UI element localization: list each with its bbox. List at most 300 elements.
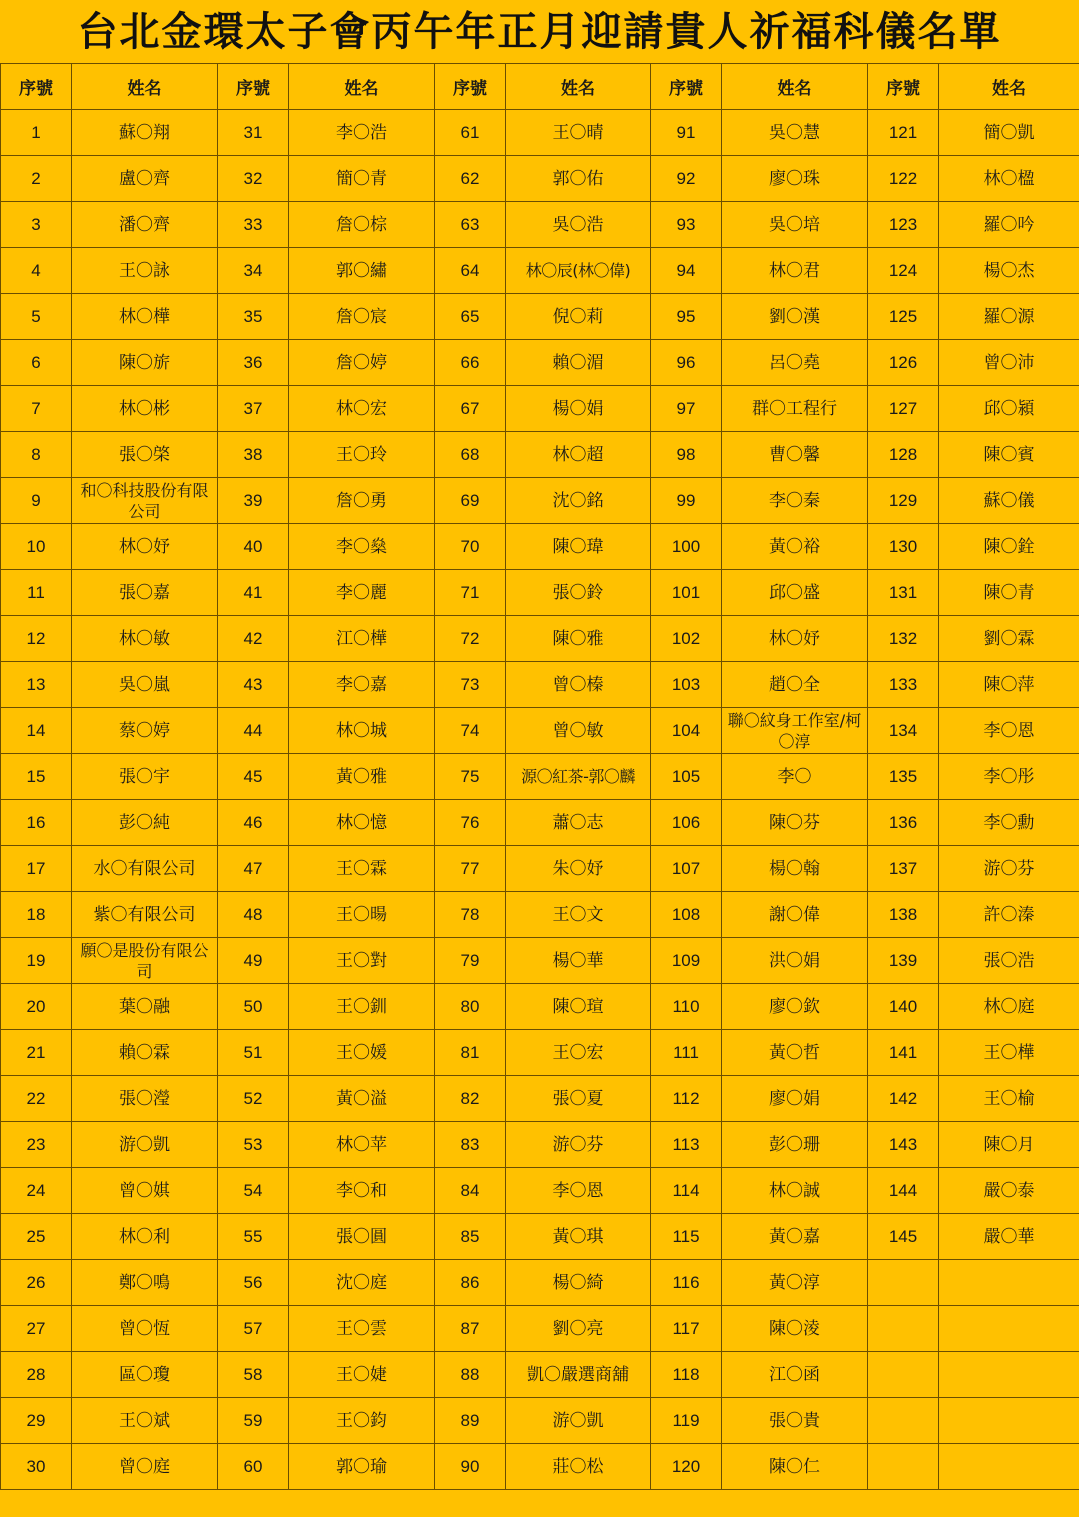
seq-cell: 115 <box>651 1214 722 1260</box>
table-row <box>1 754 1079 800</box>
name-cell: 陳〇萍 <box>939 662 1079 708</box>
seq-cell: 20 <box>1 984 72 1030</box>
name-cell: 吳〇浩 <box>506 202 651 248</box>
seq-cell: 70 <box>435 524 506 570</box>
seq-cell: 126 <box>868 340 939 386</box>
name-cell: 曾〇恆 <box>72 1306 218 1352</box>
seq-cell: 37 <box>218 386 289 432</box>
name-cell: 曹〇馨 <box>722 432 868 478</box>
name-cell: 林〇宏 <box>289 386 435 432</box>
table-row <box>1 248 1079 294</box>
name-cell <box>939 1260 1079 1306</box>
name-cell <box>939 1444 1079 1490</box>
seq-cell: 117 <box>651 1306 722 1352</box>
seq-cell: 38 <box>218 432 289 478</box>
seq-cell: 7 <box>1 386 72 432</box>
name-cell: 邱〇潁 <box>939 386 1079 432</box>
seq-cell: 124 <box>868 248 939 294</box>
name-cell: 倪〇莉 <box>506 294 651 340</box>
seq-cell: 96 <box>651 340 722 386</box>
seq-cell: 108 <box>651 892 722 938</box>
seq-cell: 41 <box>218 570 289 616</box>
seq-cell: 51 <box>218 1030 289 1076</box>
seq-cell: 120 <box>651 1444 722 1490</box>
seq-cell: 128 <box>868 432 939 478</box>
seq-cell: 47 <box>218 846 289 892</box>
table-row <box>1 1122 1079 1168</box>
seq-cell: 109 <box>651 938 722 984</box>
seq-cell <box>868 1352 939 1398</box>
name-cell: 王〇霖 <box>289 846 435 892</box>
seq-cell: 62 <box>435 156 506 202</box>
seq-cell: 105 <box>651 754 722 800</box>
seq-cell: 67 <box>435 386 506 432</box>
name-cell: 和〇科技股份有限公司 <box>72 478 218 524</box>
seq-cell: 89 <box>435 1398 506 1444</box>
name-cell: 鄭〇鳴 <box>72 1260 218 1306</box>
name-cell: 沈〇庭 <box>289 1260 435 1306</box>
table-row <box>1 1168 1079 1214</box>
seq-cell: 135 <box>868 754 939 800</box>
seq-cell: 143 <box>868 1122 939 1168</box>
table-row <box>1 294 1079 340</box>
name-cell: 林〇楹 <box>939 156 1079 202</box>
name-cell: 蘇〇翔 <box>72 110 218 156</box>
name-cell: 願〇是股份有限公司 <box>72 938 218 984</box>
header-name: 姓名 <box>72 64 218 110</box>
table-row <box>1 662 1079 708</box>
seq-cell: 104 <box>651 708 722 754</box>
seq-cell: 2 <box>1 156 72 202</box>
name-cell: 林〇君 <box>722 248 868 294</box>
table-row <box>1 616 1079 662</box>
name-cell: 張〇宇 <box>72 754 218 800</box>
table-row <box>1 156 1079 202</box>
seq-cell: 79 <box>435 938 506 984</box>
name-cell: 洪〇娟 <box>722 938 868 984</box>
seq-cell: 94 <box>651 248 722 294</box>
name-cell: 王〇詠 <box>72 248 218 294</box>
name-cell: 李〇麗 <box>289 570 435 616</box>
name-cell: 游〇凱 <box>72 1122 218 1168</box>
header-seq: 序號 <box>218 64 289 110</box>
name-cell: 邱〇盛 <box>722 570 868 616</box>
name-cell: 林〇苹 <box>289 1122 435 1168</box>
seq-cell: 101 <box>651 570 722 616</box>
name-cell: 王〇鈞 <box>289 1398 435 1444</box>
seq-cell: 137 <box>868 846 939 892</box>
name-cell: 趙〇全 <box>722 662 868 708</box>
seq-cell: 15 <box>1 754 72 800</box>
seq-cell <box>868 1398 939 1444</box>
name-cell: 陳〇旂 <box>72 340 218 386</box>
name-cell: 廖〇珠 <box>722 156 868 202</box>
header-name: 姓名 <box>722 64 868 110</box>
name-cell: 黃〇裕 <box>722 524 868 570</box>
seq-cell: 132 <box>868 616 939 662</box>
name-cell: 簡〇凱 <box>939 110 1079 156</box>
name-cell: 黃〇琪 <box>506 1214 651 1260</box>
table-row <box>1 1260 1079 1306</box>
name-cell: 曾〇沛 <box>939 340 1079 386</box>
name-cell: 林〇彬 <box>72 386 218 432</box>
name-cell: 林〇城 <box>289 708 435 754</box>
name-cell: 陳〇芬 <box>722 800 868 846</box>
name-cell: 陳〇賓 <box>939 432 1079 478</box>
name-cell: 張〇貴 <box>722 1398 868 1444</box>
name-cell: 陳〇淩 <box>722 1306 868 1352</box>
name-cell: 廖〇娟 <box>722 1076 868 1122</box>
seq-cell: 19 <box>1 938 72 984</box>
name-cell: 王〇婕 <box>289 1352 435 1398</box>
seq-cell: 11 <box>1 570 72 616</box>
seq-cell: 28 <box>1 1352 72 1398</box>
seq-cell: 110 <box>651 984 722 1030</box>
name-cell: 嚴〇華 <box>939 1214 1079 1260</box>
seq-cell: 100 <box>651 524 722 570</box>
name-cell: 凱〇嚴選商舖 <box>506 1352 651 1398</box>
seq-cell: 95 <box>651 294 722 340</box>
name-cell: 王〇雲 <box>289 1306 435 1352</box>
name-cell: 曾〇庭 <box>72 1444 218 1490</box>
name-cell: 蔡〇婷 <box>72 708 218 754</box>
name-cell: 張〇鈴 <box>506 570 651 616</box>
name-cell: 曾〇敏 <box>506 708 651 754</box>
page-title: 台北金環太子會丙午年正月迎請貴人祈福科儀名單 <box>77 9 1002 55</box>
name-cell: 張〇棨 <box>72 432 218 478</box>
seq-cell: 25 <box>1 1214 72 1260</box>
seq-cell: 145 <box>868 1214 939 1260</box>
name-cell: 王〇媛 <box>289 1030 435 1076</box>
name-cell: 王〇樺 <box>939 1030 1079 1076</box>
table-row <box>1 524 1079 570</box>
seq-cell: 92 <box>651 156 722 202</box>
name-cell: 張〇圓 <box>289 1214 435 1260</box>
name-cell: 詹〇棕 <box>289 202 435 248</box>
name-cell: 劉〇漢 <box>722 294 868 340</box>
name-cell: 楊〇綺 <box>506 1260 651 1306</box>
name-cell: 陳〇雅 <box>506 616 651 662</box>
seq-cell: 106 <box>651 800 722 846</box>
name-cell: 林〇敏 <box>72 616 218 662</box>
name-cell: 黃〇溢 <box>289 1076 435 1122</box>
header-seq: 序號 <box>435 64 506 110</box>
seq-cell: 64 <box>435 248 506 294</box>
seq-cell: 140 <box>868 984 939 1030</box>
name-cell: 曾〇娸 <box>72 1168 218 1214</box>
table-row <box>1 892 1079 938</box>
name-cell: 黃〇哲 <box>722 1030 868 1076</box>
seq-cell: 46 <box>218 800 289 846</box>
seq-cell: 119 <box>651 1398 722 1444</box>
table-body <box>1 110 1079 1490</box>
table-row <box>1 386 1079 432</box>
seq-cell: 12 <box>1 616 72 662</box>
seq-cell: 72 <box>435 616 506 662</box>
seq-cell: 32 <box>218 156 289 202</box>
seq-cell: 66 <box>435 340 506 386</box>
name-cell: 黃〇嘉 <box>722 1214 868 1260</box>
name-cell: 吳〇慧 <box>722 110 868 156</box>
seq-cell: 85 <box>435 1214 506 1260</box>
name-cell: 區〇瓊 <box>72 1352 218 1398</box>
name-cell: 林〇超 <box>506 432 651 478</box>
seq-cell: 102 <box>651 616 722 662</box>
seq-cell: 33 <box>218 202 289 248</box>
seq-cell: 29 <box>1 1398 72 1444</box>
seq-cell: 14 <box>1 708 72 754</box>
seq-cell: 31 <box>218 110 289 156</box>
table-row <box>1 984 1079 1030</box>
name-cell: 彭〇珊 <box>722 1122 868 1168</box>
participant-table <box>0 63 1079 1490</box>
table-row <box>1 432 1079 478</box>
seq-cell: 50 <box>218 984 289 1030</box>
seq-cell: 61 <box>435 110 506 156</box>
seq-cell: 30 <box>1 1444 72 1490</box>
seq-cell: 129 <box>868 478 939 524</box>
seq-cell: 142 <box>868 1076 939 1122</box>
table-row <box>1 1030 1079 1076</box>
name-cell: 張〇浩 <box>939 938 1079 984</box>
name-cell: 黃〇淳 <box>722 1260 868 1306</box>
table-row <box>1 1352 1079 1398</box>
seq-cell: 80 <box>435 984 506 1030</box>
header-name: 姓名 <box>506 64 651 110</box>
name-cell: 嚴〇泰 <box>939 1168 1079 1214</box>
name-cell: 呂〇堯 <box>722 340 868 386</box>
table-row <box>1 570 1079 616</box>
seq-cell: 113 <box>651 1122 722 1168</box>
name-cell: 陳〇瑋 <box>506 524 651 570</box>
table-row <box>1 1398 1079 1444</box>
seq-cell: 18 <box>1 892 72 938</box>
name-cell: 李〇彤 <box>939 754 1079 800</box>
header-seq: 序號 <box>651 64 722 110</box>
seq-cell: 97 <box>651 386 722 432</box>
seq-cell: 22 <box>1 1076 72 1122</box>
seq-cell: 78 <box>435 892 506 938</box>
header-name: 姓名 <box>939 64 1079 110</box>
name-cell: 紫〇有限公司 <box>72 892 218 938</box>
name-cell: 林〇庭 <box>939 984 1079 1030</box>
seq-cell: 13 <box>1 662 72 708</box>
seq-cell <box>868 1444 939 1490</box>
name-cell: 潘〇齊 <box>72 202 218 248</box>
name-cell: 陳〇瑄 <box>506 984 651 1030</box>
name-cell: 詹〇婷 <box>289 340 435 386</box>
seq-cell: 98 <box>651 432 722 478</box>
seq-cell <box>868 1260 939 1306</box>
name-cell: 王〇釧 <box>289 984 435 1030</box>
name-cell: 陳〇銓 <box>939 524 1079 570</box>
seq-cell: 75 <box>435 754 506 800</box>
seq-cell: 69 <box>435 478 506 524</box>
seq-cell: 40 <box>218 524 289 570</box>
name-cell: 游〇凱 <box>506 1398 651 1444</box>
seq-cell: 93 <box>651 202 722 248</box>
seq-cell: 103 <box>651 662 722 708</box>
seq-cell: 125 <box>868 294 939 340</box>
seq-cell: 55 <box>218 1214 289 1260</box>
table-row <box>1 800 1079 846</box>
name-cell: 王〇暘 <box>289 892 435 938</box>
seq-cell: 21 <box>1 1030 72 1076</box>
seq-cell: 56 <box>218 1260 289 1306</box>
table-row <box>1 846 1079 892</box>
name-cell: 彭〇純 <box>72 800 218 846</box>
seq-cell: 53 <box>218 1122 289 1168</box>
name-cell: 蘇〇儀 <box>939 478 1079 524</box>
seq-cell: 1 <box>1 110 72 156</box>
name-cell: 江〇函 <box>722 1352 868 1398</box>
seq-cell: 43 <box>218 662 289 708</box>
seq-cell: 44 <box>218 708 289 754</box>
name-cell: 王〇斌 <box>72 1398 218 1444</box>
name-cell: 黃〇雅 <box>289 754 435 800</box>
seq-cell: 54 <box>218 1168 289 1214</box>
seq-cell: 5 <box>1 294 72 340</box>
seq-cell: 45 <box>218 754 289 800</box>
name-cell: 王〇宏 <box>506 1030 651 1076</box>
seq-cell: 68 <box>435 432 506 478</box>
seq-cell: 74 <box>435 708 506 754</box>
seq-cell: 82 <box>435 1076 506 1122</box>
name-cell: 李〇恩 <box>506 1168 651 1214</box>
name-cell: 李〇嘉 <box>289 662 435 708</box>
name-cell: 羅〇源 <box>939 294 1079 340</box>
seq-cell: 10 <box>1 524 72 570</box>
name-cell <box>939 1306 1079 1352</box>
name-cell: 劉〇亮 <box>506 1306 651 1352</box>
name-cell: 張〇夏 <box>506 1076 651 1122</box>
table-row <box>1 340 1079 386</box>
name-cell: 蕭〇志 <box>506 800 651 846</box>
seq-cell: 107 <box>651 846 722 892</box>
name-cell: 謝〇偉 <box>722 892 868 938</box>
seq-cell: 134 <box>868 708 939 754</box>
name-cell: 游〇芬 <box>939 846 1079 892</box>
table-row <box>1 1444 1079 1490</box>
seq-cell: 121 <box>868 110 939 156</box>
name-cell: 郭〇繡 <box>289 248 435 294</box>
table-row <box>1 1214 1079 1260</box>
name-cell: 陳〇仁 <box>722 1444 868 1490</box>
seq-cell: 123 <box>868 202 939 248</box>
seq-cell: 8 <box>1 432 72 478</box>
seq-cell: 36 <box>218 340 289 386</box>
name-cell: 楊〇娟 <box>506 386 651 432</box>
seq-cell: 99 <box>651 478 722 524</box>
table-row <box>1 202 1079 248</box>
name-cell: 林〇辰(林〇偉) <box>506 248 651 294</box>
seq-cell: 39 <box>218 478 289 524</box>
seq-cell: 48 <box>218 892 289 938</box>
name-cell: 賴〇霖 <box>72 1030 218 1076</box>
name-cell: 吳〇嵐 <box>72 662 218 708</box>
name-cell: 楊〇杰 <box>939 248 1079 294</box>
seq-cell: 118 <box>651 1352 722 1398</box>
header-row <box>1 64 1079 110</box>
seq-cell: 73 <box>435 662 506 708</box>
seq-cell: 139 <box>868 938 939 984</box>
name-cell: 陳〇青 <box>939 570 1079 616</box>
seq-cell: 133 <box>868 662 939 708</box>
name-cell: 許〇溱 <box>939 892 1079 938</box>
seq-cell: 58 <box>218 1352 289 1398</box>
header-name: 姓名 <box>289 64 435 110</box>
name-cell: 王〇對 <box>289 938 435 984</box>
name-cell: 群〇工程行 <box>722 386 868 432</box>
seq-cell: 42 <box>218 616 289 662</box>
seq-cell: 24 <box>1 1168 72 1214</box>
name-cell: 沈〇銘 <box>506 478 651 524</box>
name-cell: 郭〇瑜 <box>289 1444 435 1490</box>
seq-cell: 23 <box>1 1122 72 1168</box>
seq-cell: 88 <box>435 1352 506 1398</box>
seq-cell: 65 <box>435 294 506 340</box>
name-cell: 詹〇勇 <box>289 478 435 524</box>
name-cell: 曾〇榛 <box>506 662 651 708</box>
name-cell: 王〇榆 <box>939 1076 1079 1122</box>
seq-cell: 76 <box>435 800 506 846</box>
table-row <box>1 708 1079 754</box>
table-row <box>1 110 1079 156</box>
name-cell: 源〇紅茶-郭〇麟 <box>506 754 651 800</box>
name-cell: 江〇樺 <box>289 616 435 662</box>
seq-cell: 35 <box>218 294 289 340</box>
name-cell: 吳〇培 <box>722 202 868 248</box>
seq-cell: 138 <box>868 892 939 938</box>
header-seq: 序號 <box>868 64 939 110</box>
name-cell: 張〇瀅 <box>72 1076 218 1122</box>
name-cell: 李〇和 <box>289 1168 435 1214</box>
name-cell <box>939 1398 1079 1444</box>
table-row <box>1 938 1079 984</box>
seq-cell: 136 <box>868 800 939 846</box>
seq-cell: 112 <box>651 1076 722 1122</box>
seq-cell: 127 <box>868 386 939 432</box>
table-row <box>1 1306 1079 1352</box>
seq-cell: 60 <box>218 1444 289 1490</box>
seq-cell: 52 <box>218 1076 289 1122</box>
seq-cell: 26 <box>1 1260 72 1306</box>
seq-cell: 27 <box>1 1306 72 1352</box>
seq-cell: 9 <box>1 478 72 524</box>
name-cell: 李〇燊 <box>289 524 435 570</box>
table-row <box>1 478 1079 524</box>
name-cell: 李〇恩 <box>939 708 1079 754</box>
seq-cell: 4 <box>1 248 72 294</box>
name-cell: 林〇誠 <box>722 1168 868 1214</box>
name-cell: 莊〇松 <box>506 1444 651 1490</box>
name-cell: 郭〇佑 <box>506 156 651 202</box>
seq-cell: 57 <box>218 1306 289 1352</box>
name-cell: 盧〇齊 <box>72 156 218 202</box>
seq-cell: 49 <box>218 938 289 984</box>
seq-cell: 144 <box>868 1168 939 1214</box>
name-cell: 林〇樺 <box>72 294 218 340</box>
seq-cell: 34 <box>218 248 289 294</box>
name-cell: 賴〇湄 <box>506 340 651 386</box>
seq-cell: 83 <box>435 1122 506 1168</box>
name-cell: 張〇嘉 <box>72 570 218 616</box>
seq-cell: 16 <box>1 800 72 846</box>
name-cell: 林〇憶 <box>289 800 435 846</box>
seq-cell: 130 <box>868 524 939 570</box>
name-cell: 李〇浩 <box>289 110 435 156</box>
table-row <box>1 1076 1079 1122</box>
